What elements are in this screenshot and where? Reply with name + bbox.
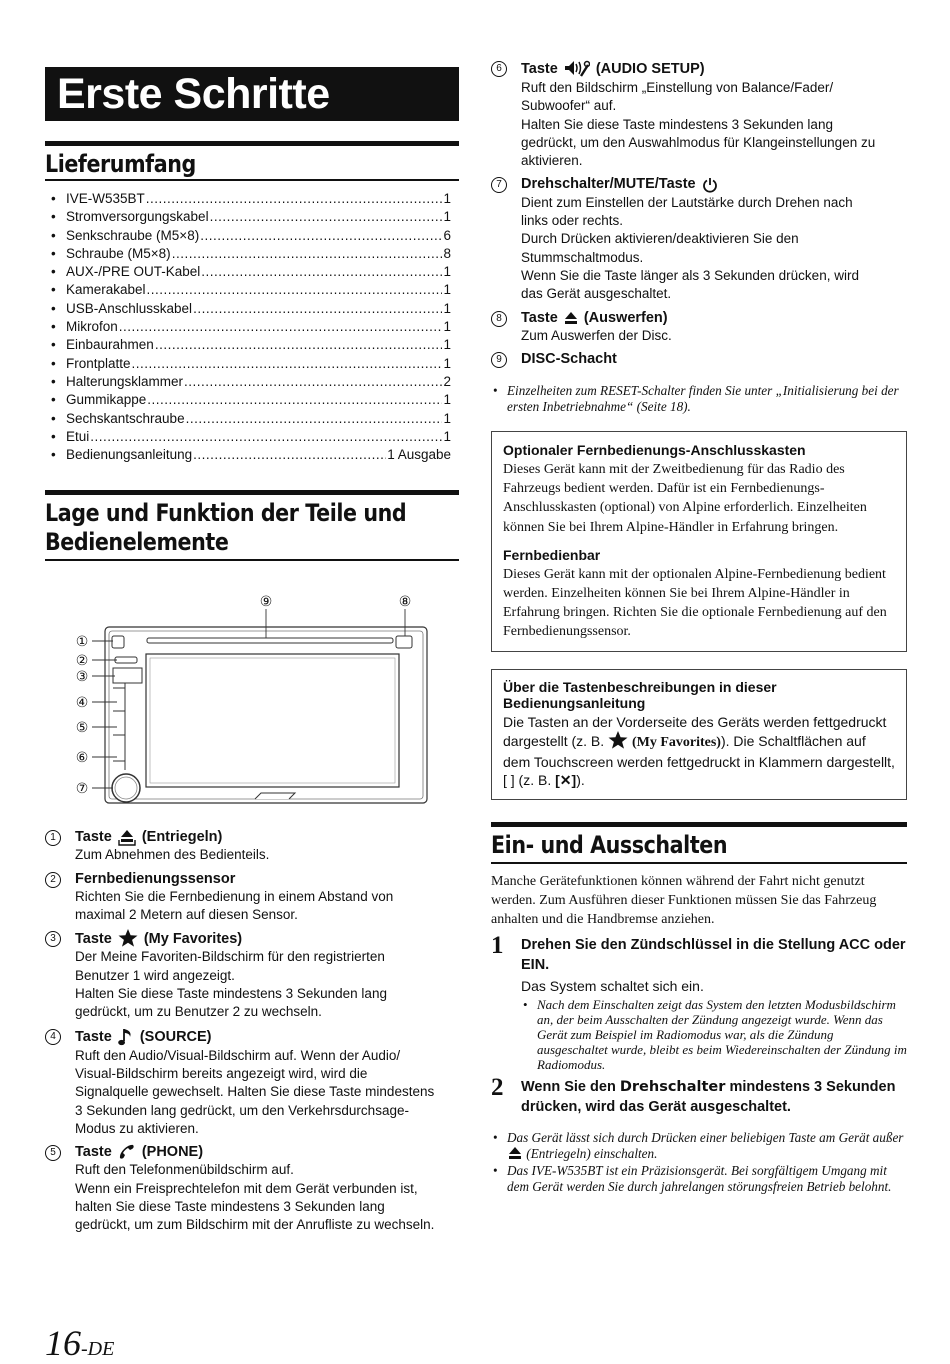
info-box-key-descriptions <box>491 669 907 800</box>
rotary-knob <box>112 774 140 802</box>
box-heading-anschlusskasten: Optionaler Fernbedienungs-Anschlusskasten <box>503 442 806 458</box>
callout-2: ② <box>75 653 89 669</box>
package-item-qty: 1 <box>443 428 451 444</box>
part-item-6 <box>491 59 907 170</box>
part-item-8 <box>491 309 907 346</box>
audio-setup-icon <box>564 59 590 79</box>
package-item-name: Sechskantschraube <box>66 410 185 426</box>
package-item-name: Halterungsklammer <box>66 373 184 389</box>
bullet: • <box>51 245 56 261</box>
package-item-qty: 6 <box>443 227 451 243</box>
phone-icon <box>118 1143 136 1161</box>
package-item-qty: 1 <box>443 410 451 426</box>
star-icon <box>608 731 628 749</box>
info-box-remote <box>491 431 907 652</box>
leader-dots <box>193 446 386 464</box>
package-item <box>51 263 451 281</box>
part-title: Drehschalter/MUTE/Taste <box>521 175 907 193</box>
part-item-5 <box>45 1143 459 1234</box>
callout-6: ⑥ <box>75 750 89 766</box>
bullet: • <box>51 227 56 243</box>
package-item <box>51 410 451 428</box>
package-item <box>51 336 451 354</box>
ein-aus-notes <box>491 1130 907 1196</box>
part-description: Richten Sie die Fernbedienung in einem Abstand von maximal 2 Metern auf diesen Sensor. <box>75 888 394 923</box>
package-item <box>51 355 451 373</box>
part-number: 7 <box>491 177 507 193</box>
bullet: • <box>51 191 56 206</box>
power-icon <box>702 177 718 193</box>
chapter-title: Erste Schritte <box>45 67 459 121</box>
bullet: • <box>51 264 56 280</box>
package-item-qty: 1 <box>443 300 451 316</box>
step-note: • Nach dem Einschalten zeigt das System den letzten Modusbildschirm an, der beim Ausschalten der Zündung angezeigt wurde. Wenn das Gerät zum Beispiel im Radiomodus war, als die Zündung ausgeschaltet wurde, bleibt es beim Wiedereinschalten der Zündung im Radiomodus. <box>521 997 907 1072</box>
bullet: • <box>51 209 56 225</box>
note-1: • Das Gerät lässt sich durch Drücken einer beliebigen Taste am Gerät außer (Entriegeln) einschalten. <box>491 1130 907 1161</box>
callout-3: ③ <box>75 669 89 685</box>
callout-4: ④ <box>75 695 89 711</box>
package-item-qty: 1 Ausgabe <box>387 447 451 463</box>
bullet: • <box>51 373 56 389</box>
package-item <box>51 446 451 464</box>
step-number: 1 <box>491 932 504 959</box>
bullet: • <box>51 447 56 463</box>
bullet: • <box>51 282 56 298</box>
package-item <box>51 227 451 245</box>
package-item-qty: 1 <box>443 191 451 206</box>
callout-9: ⑨ <box>259 594 273 610</box>
callout-8: ⑧ <box>398 594 412 610</box>
part-number: 4 <box>45 1029 61 1045</box>
leader-dots <box>201 263 442 281</box>
part-number: 5 <box>45 1145 61 1161</box>
part-title: Fernbedienungssensor <box>75 870 236 887</box>
leader-dots <box>90 428 442 446</box>
package-item-qty: 1 <box>443 355 451 371</box>
package-item <box>51 245 451 263</box>
callout-1: ① <box>75 634 89 650</box>
package-item-qty: 1 <box>443 282 451 298</box>
package-item-name: Etui <box>66 428 90 444</box>
section-heading-lage: Lage und Funktion der Teile und Bedienelemente <box>45 490 459 561</box>
package-item <box>51 300 451 318</box>
part-item-4 <box>45 1027 459 1138</box>
package-item <box>51 428 451 446</box>
leader-dots <box>200 227 442 245</box>
touch-screen <box>146 654 399 787</box>
package-item-qty: 1 <box>443 392 451 408</box>
part-description: Der Meine Favoriten-Bildschirm für den registrierten Benutzer 1 wird angezeigt. Halten Sie diese Taste mindestens 3 Sekunden lang gedrückt, um zu Benutzer 2 zu wechseln. <box>75 949 387 1020</box>
package-item-name: Kamerakabel <box>66 282 146 298</box>
callout-5: ⑤ <box>75 720 89 736</box>
leader-dots <box>186 410 443 428</box>
package-item <box>51 190 451 208</box>
package-item <box>51 391 451 409</box>
leader-dots <box>147 391 442 409</box>
part-description: Dient zum Einstellen der Lautstärke durch Drehen nach links oder rechts. Durch Drücken aktivieren/deaktivieren Sie den Stummschaltmodus. Wenn Sie die Taste länger als 3 Sekunden drücken, wird das Gerät ausgeschaltet. <box>521 194 859 302</box>
box-heading-line2: Bedienungsanleitung <box>503 695 646 711</box>
note-2: • Das IVE-W535BT ist ein Präzisionsgerät. Bei sorgfältigem Umgang mit dem Gerät werden Sie durch jahrelangen störungsfreien Betrieb belohnt. <box>491 1163 907 1194</box>
bullet: • <box>51 428 56 444</box>
music-note-icon <box>118 1027 134 1047</box>
callout-7: ⑦ <box>75 781 89 797</box>
part-description: Ruft den Audio/Visual-Bildschirm auf. Wenn der Audio/ Visual-Bildschirm bereits angezeigt wird, wird die Signalquelle gewechselt. Halten Sie diese Taste mindestens 3 Sekunden lang gedrückt, um den Verkehrsdurchsage- Modus zu aktivieren. <box>75 1047 435 1136</box>
part-item-2 <box>45 870 459 925</box>
package-item-qty: 2 <box>443 373 451 389</box>
leader-dots <box>184 373 442 391</box>
part-title: Taste (SOURCE) <box>75 1027 459 1047</box>
eject-button <box>396 636 412 648</box>
box-text-fernbedienbar: Dieses Gerät kann mit der optionalen Alpine-Fernbedienung bedient werden. Einzelheiten können Sie bei Ihrem Alpine-Händler in Erfahrung bringen. Richten Sie die optionale Fernbedienung auf den Fernbedienungssensor. <box>503 566 887 640</box>
part-number: 3 <box>45 931 61 947</box>
package-item-name: Senkschraube (M5×8) <box>66 227 200 243</box>
package-item-qty: 8 <box>443 245 451 261</box>
package-item <box>51 281 451 299</box>
package-item-name: Bedienungsanleitung <box>66 447 193 463</box>
box-heading-line1: Über die Tastenbeschreibungen in dieser <box>503 679 777 695</box>
step-text: Das System schaltet sich ein. <box>521 978 704 994</box>
part-number: 2 <box>45 872 61 888</box>
leader-dots <box>172 245 443 263</box>
package-item-name: Mikrofon <box>66 319 118 335</box>
package-item-name: Schraube (M5×8) <box>66 245 171 261</box>
package-item <box>51 318 451 336</box>
eject-release-icon <box>507 1146 523 1160</box>
part-item-7 <box>491 175 907 303</box>
leader-dots <box>132 355 443 373</box>
part-title: Taste (Entriegeln) <box>75 829 223 845</box>
device-front-diagram <box>45 585 459 810</box>
package-contents-list <box>51 190 451 464</box>
bullet: • <box>51 337 56 353</box>
part-description: Ruft den Bildschirm „Einstellung von Balance/Fader/ Subwoofer“ auf. Halten Sie diese Taste mindestens 3 Sekunden lang gedrückt, um den Auswahlmodus für Klangeinstellungen zu aktivieren. <box>521 80 876 169</box>
bullet: • <box>51 392 56 408</box>
eject-icon <box>564 311 578 325</box>
part-title: Taste (AUDIO SETUP) <box>521 59 907 79</box>
bottom-notch <box>255 793 295 799</box>
parts-list-right <box>491 59 907 373</box>
step-1 <box>491 932 907 1073</box>
button-my-favorites <box>113 668 142 683</box>
part-title: Taste (My Favorites) <box>75 930 243 947</box>
package-item-name: Einbaurahmen <box>66 337 154 353</box>
part-number: 8 <box>491 311 507 327</box>
box-text-anschlusskasten: Dieses Gerät kann mit der Zweitbedienung für das Radio des Fahrzeugs bedient werden. Dafür ist ein Fernbedienungs-Anschlusskasten (optional) von Alpine erforderlich. Einzelheiten können Sie bei Ihrem Alpine-Händler in Erfahrung bringen. <box>503 462 867 535</box>
part-description: Ruft den Telefonmenübildschirm auf. Wenn ein Freisprechtelefon mit dem Gerät verbunden ist, halten Sie diese Taste mindestens 3 Sekunden lang gedrückt, um zum Bildschirm mit der Anrufliste zu wechseln. <box>75 1162 435 1233</box>
ein-aus-intro: Manche Gerätefunktionen können während der Fahrt nicht genutzt werden. Zum Ausführen dieser Funktionen müssen Sie das Fahrzeug anhalten und die Handbremse anziehen. <box>491 874 877 927</box>
section-heading-lieferumfang: Lieferumfang <box>45 141 459 181</box>
leader-dots <box>155 336 443 354</box>
step-title: Drehen Sie den Zündschlüssel in die Stellung ACC oder EIN. <box>521 937 906 973</box>
disc-slot <box>147 638 393 643</box>
leader-dots <box>119 318 443 336</box>
package-item <box>51 208 451 226</box>
package-item-name: Gummikappe <box>66 392 147 408</box>
part-item-9 <box>491 350 907 368</box>
part-item-3 <box>45 929 459 1021</box>
step-2 <box>491 1074 907 1117</box>
package-item-name: AUX-/PRE OUT-Kabel <box>66 264 201 280</box>
package-item-name: IVE-W535BT <box>66 191 145 206</box>
star-icon <box>118 929 138 948</box>
box-text-key-descriptions: Die Tasten an der Vorderseite des Geräts werden fettgedruckt dargestellt (z. B. (My Favorites)). Die Schaltflächen auf dem Touchscreen werden fettgedruckt in Klammern dargestellt, [ ] (z. B. [✕]). <box>503 714 895 788</box>
leader-dots <box>146 190 443 208</box>
release-button <box>112 636 124 648</box>
bullet: • <box>51 300 56 316</box>
part-title: Taste (PHONE) <box>75 1144 204 1161</box>
box-heading-fernbedienbar: Fernbedienbar <box>503 546 601 563</box>
part-number: 1 <box>45 830 61 846</box>
page-number: 16-DE <box>45 1323 115 1363</box>
part-description: Zum Auswerfen der Disc. <box>521 327 672 343</box>
leader-dots <box>147 281 443 299</box>
section-heading-ein-aus: Ein- und Ausschalten <box>491 822 907 864</box>
step-number: 2 <box>491 1074 504 1102</box>
package-item-qty: 1 <box>443 337 451 353</box>
bullet: • <box>51 355 56 371</box>
package-item-qty: 1 <box>443 264 451 280</box>
part-item-1 <box>45 828 459 865</box>
package-item-qty: 1 <box>443 319 451 335</box>
step-title: Wenn Sie den Drehschalter mindestens 3 Sekunden drücken, wird das Gerät ausgeschaltet. <box>521 1079 896 1115</box>
bullet: • <box>51 410 56 426</box>
part-description: Zum Abnehmen des Bedienteils. <box>75 847 270 863</box>
part-number: 6 <box>491 61 507 77</box>
eject-release-icon <box>118 828 136 846</box>
part-number: 9 <box>491 352 507 368</box>
part-title: Taste (Auswerfen) <box>521 309 668 326</box>
bullet: • <box>51 319 56 335</box>
package-item-name: USB-Anschlusskabel <box>66 300 193 316</box>
package-item <box>51 373 451 391</box>
package-item-qty: 1 <box>443 209 451 225</box>
parts-list-left <box>45 828 459 1240</box>
leader-dots <box>210 208 443 226</box>
package-item-name: Stromversorgungskabel <box>66 209 209 225</box>
leader-dots <box>193 300 442 318</box>
part-title: DISC-Schacht <box>521 351 617 368</box>
remote-sensor <box>115 657 137 663</box>
package-item-name: Frontplatte <box>66 355 131 371</box>
reset-note: • Einzelheiten zum RESET-Schalter finden Sie unter „Initialisierung bei der ersten Inbetriebnahme“ (Seite 18). <box>491 383 907 417</box>
steps-list <box>491 932 907 1123</box>
